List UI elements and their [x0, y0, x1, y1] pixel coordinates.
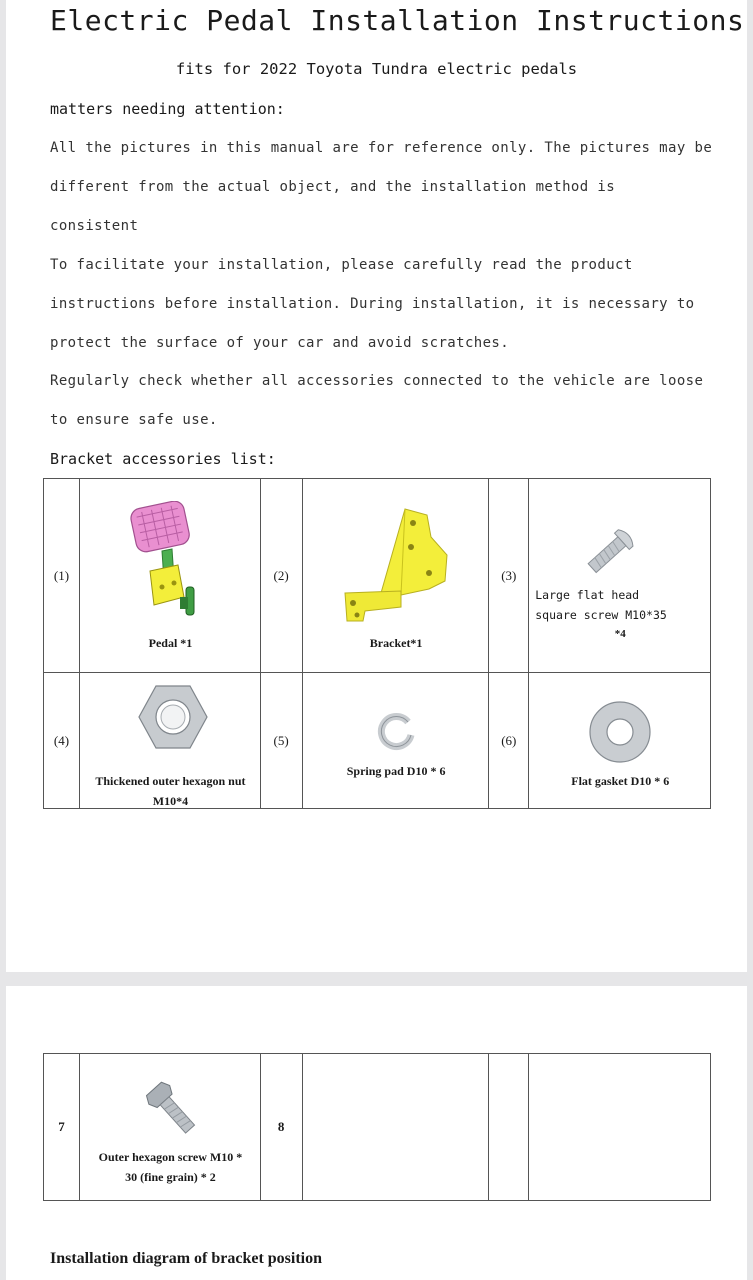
item-cell-hex-screw — [79, 1054, 260, 1201]
item-cell-bracket — [302, 479, 489, 673]
item-caption: Bracket*1 — [369, 636, 423, 650]
item-cell-flat-washer — [529, 673, 711, 809]
paragraph-line: to ensure safe use. — [50, 412, 218, 428]
item-cell-pedal — [79, 479, 260, 673]
item-cell-empty — [302, 1054, 489, 1201]
bracket-icon — [339, 503, 455, 625]
item-caption: Outer hexagon screw M10 * — [98, 1150, 243, 1164]
item-number-empty — [489, 1054, 529, 1201]
attention-heading: matters needing attention: — [50, 100, 285, 118]
table-row — [44, 1054, 711, 1201]
paragraph-line: Regularly check whether all accessories connected to the vehicle are loose — [50, 373, 704, 389]
paragraph-line: All the pictures in this manual are for reference only. The pictures may be — [50, 140, 713, 156]
carriage-screw-icon — [585, 525, 635, 579]
item-caption: Large flat head — [535, 588, 640, 602]
paragraph-line: instructions before installation. During installation, it is necessary to — [50, 296, 695, 312]
item-caption: Pedal *1 — [148, 636, 193, 650]
installation-diagram-heading: Installation diagram of bracket position — [50, 1250, 323, 1267]
item-caption: M10*4 — [152, 794, 189, 808]
item-caption: 30 (fine grain) * 2 — [125, 1170, 216, 1184]
document-title: Electric Pedal Installation Instructions — [50, 4, 745, 37]
item-caption: Thickened outer hexagon nut — [95, 774, 246, 788]
item-number: (6) — [489, 673, 529, 809]
hex-screw-icon — [142, 1080, 202, 1138]
hex-nut-icon — [136, 683, 210, 751]
flat-washer-icon — [588, 700, 652, 764]
item-cell-carriage-screw — [529, 479, 711, 673]
accessories-table-continued — [43, 1053, 711, 1201]
accessories-heading: Bracket accessories list: — [50, 450, 276, 468]
paragraph-line: consistent — [50, 218, 139, 234]
table-row — [44, 673, 711, 809]
item-cell-spring-washer — [302, 673, 489, 809]
document-page-1 — [6, 0, 747, 972]
paragraph-line: different from the actual object, and the installation method is — [50, 179, 616, 195]
item-caption: *4 — [614, 628, 626, 640]
accessories-table — [43, 478, 711, 809]
item-number: 7 — [44, 1054, 80, 1201]
item-caption: square screw M10*35 — [535, 608, 667, 622]
item-number: 8 — [260, 1054, 302, 1201]
pedal-icon — [128, 501, 220, 626]
paragraph-line: protect the surface of your car and avoid scratches. — [50, 335, 510, 351]
document-page-2 — [6, 986, 747, 1280]
table-row — [44, 479, 711, 673]
item-number: (5) — [260, 673, 302, 809]
item-number: (1) — [44, 479, 80, 673]
paragraph-line: To facilitate your installation, please carefully read the product — [50, 257, 633, 273]
item-number: (4) — [44, 673, 80, 809]
document-subtitle: fits for 2022 Toyota Tundra electric pedals — [175, 60, 578, 78]
item-number: (2) — [260, 479, 302, 673]
item-number: (3) — [489, 479, 529, 673]
item-cell-empty — [529, 1054, 711, 1201]
item-cell-hex-nut — [79, 673, 260, 809]
spring-washer-icon — [376, 713, 416, 753]
item-caption: Flat gasket D10 * 6 — [571, 774, 670, 788]
item-caption: Spring pad D10 * 6 — [346, 764, 446, 778]
